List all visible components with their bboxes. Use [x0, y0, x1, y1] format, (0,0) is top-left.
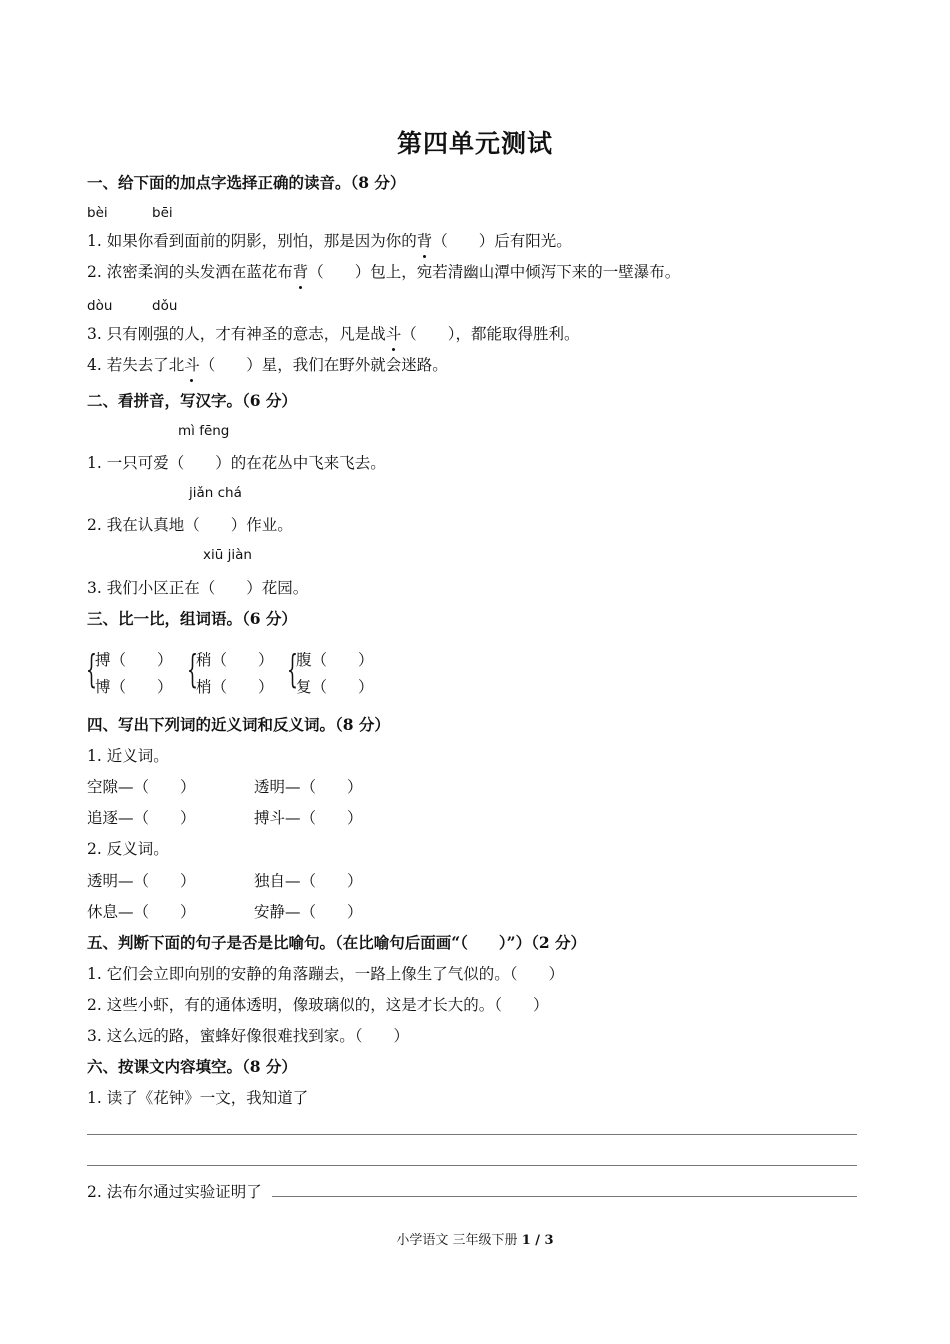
synonym-item: 空隙—（ ） [87, 778, 196, 796]
section-1-heading: 一、给下面的加点字选择正确的读音。（8 分） [87, 173, 406, 192]
word-compare-item: 搏（ ） [95, 651, 173, 669]
synonym-item: 搏斗—（ ） [254, 809, 363, 827]
question-6-2: 2. 法布尔通过实验证明了 [87, 1183, 262, 1201]
question-5-3: 3. 这么远的路，蜜蜂好像很难找到家。（ ） [87, 1027, 409, 1045]
pinyin-prompt: jiǎn chá [189, 485, 242, 501]
question-2-2: 2. 我在认真地（ ）作业。 [87, 516, 293, 534]
dotted-char: 背 [417, 229, 433, 251]
word-compare-item: 博（ ） [95, 678, 173, 696]
section-6-heading: 六、按课文内容填空。（8 分） [87, 1057, 297, 1076]
word-compare-item: 腹（ ） [296, 651, 374, 669]
antonym-item: 透明—（ ） [87, 872, 196, 890]
question-6-1: 1. 读了《花钟》一文，我知道了 [87, 1089, 309, 1107]
antonym-item: 休息—（ ） [87, 903, 196, 921]
page-footer: 小学语文 三年级下册 1 / 3 [396, 1233, 554, 1248]
section-2-heading: 二、看拼音，写汉字。（6 分） [87, 391, 297, 410]
answer-line [87, 1165, 857, 1166]
question-5-2: 2. 这些小虾，有的通体透明，像玻璃似的，这是才长大的。（ ） [87, 996, 549, 1014]
section-4-heading: 四、写出下列词的近义词和反义词。（8 分） [87, 715, 390, 734]
word-compare-item: 梢（ ） [196, 678, 274, 696]
antonym-item: 独自—（ ） [254, 872, 363, 890]
brace: { [287, 647, 298, 691]
brace: { [187, 647, 198, 691]
word-compare-item: 复（ ） [296, 678, 374, 696]
synonym-item: 透明—（ ） [254, 778, 363, 796]
pinyin-option: dǒu [152, 298, 178, 314]
pinyin-option: dòu [87, 298, 113, 314]
section-3-heading: 三、比一比，组词语。（6 分） [87, 609, 297, 628]
question-1-1: 1. 如果你看到面前的阴影，别怕，那是因为你的背（ ）后有阳光。 [87, 229, 572, 251]
pinyin-prompt: mì fēng [178, 423, 230, 439]
answer-line [272, 1196, 857, 1197]
section-5-heading: 五、判断下面的句子是否是比喻句。（在比喻句后面画“（ ）”）（2 分） [87, 933, 587, 952]
word-compare-item: 稍（ ） [196, 651, 274, 669]
pinyin-prompt: xiū jiàn [203, 547, 252, 563]
answer-line [87, 1134, 857, 1135]
dotted-char: 斗 [184, 353, 200, 375]
page-number: 1 / 3 [521, 1233, 554, 1248]
page-title: 第四单元测试 [396, 129, 553, 158]
subheading-antonyms: 2. 反义词。 [87, 840, 169, 858]
subheading-synonyms: 1. 近义词。 [87, 747, 169, 765]
dotted-char: 背 [293, 260, 309, 282]
synonym-item: 追逐—（ ） [87, 809, 196, 827]
pinyin-option: bèi [87, 205, 108, 221]
question-2-1: 1. 一只可爱（ ）的在花丛中飞来飞去。 [87, 454, 386, 472]
dotted-char: 斗 [386, 322, 402, 344]
question-2-3: 3. 我们小区正在（ ）花园。 [87, 579, 309, 597]
brace: { [86, 647, 97, 691]
question-5-1: 1. 它们会立即向别的安静的角落蹦去，一路上像生了气似的。（ ） [87, 965, 564, 983]
question-1-2: 2. 浓密柔润的头发洒在蓝花布背（ ）包上，宛若清幽山潭中倾泻下来的一壁瀑布。 [87, 260, 680, 282]
question-1-4: 4. 若失去了北斗（ ）星，我们在野外就会迷路。 [87, 353, 448, 375]
question-1-3: 3. 只有刚强的人，才有神圣的意志，凡是战斗（ ），都能取得胜利。 [87, 322, 580, 344]
antonym-item: 安静—（ ） [254, 903, 363, 921]
pinyin-option: bēi [152, 205, 173, 221]
